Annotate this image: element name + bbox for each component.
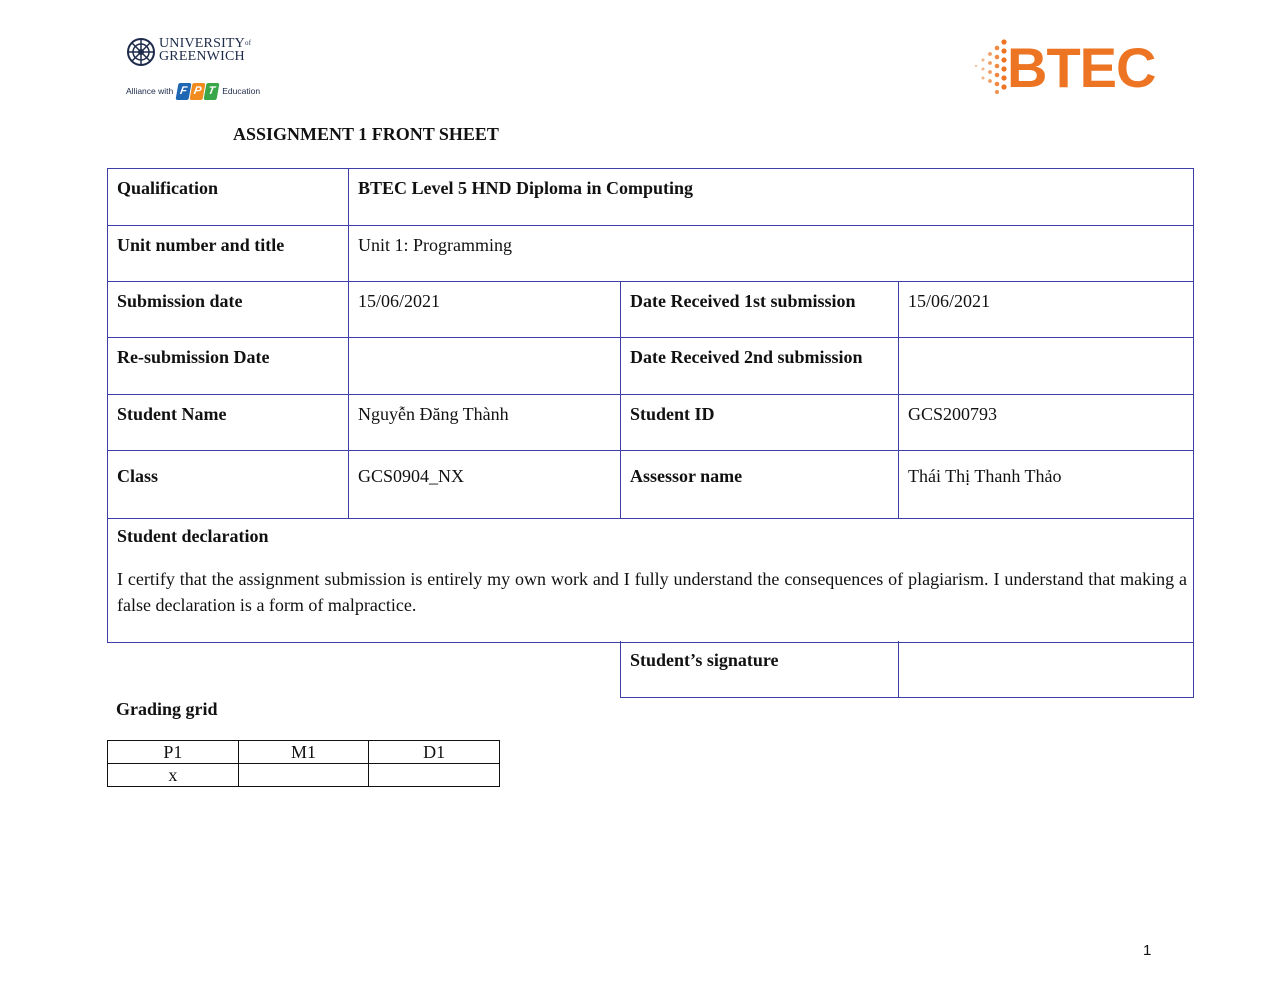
grade-mark-m1 <box>238 764 369 787</box>
grading-mark-row <box>108 764 500 787</box>
grade-header-p1: P1 <box>108 741 239 764</box>
university-line1: UNIVERSITY <box>159 36 245 51</box>
student-id-value: GCS200793 <box>899 395 1194 451</box>
fpt-letter-f: F <box>176 83 192 100</box>
declaration-title: Student declaration <box>117 526 269 546</box>
qualification-label: Qualification <box>108 169 349 226</box>
grade-mark-d1 <box>369 764 500 787</box>
page-number: 1 <box>1143 942 1152 959</box>
resubmission-label: Re-submission Date <box>108 338 349 395</box>
signature-value <box>899 641 1194 697</box>
submission-date-label: Submission date <box>108 282 349 338</box>
student-id-label: Student ID <box>621 395 899 451</box>
received-second-label: Date Received 2nd submission <box>621 338 899 395</box>
row-student <box>108 395 1194 451</box>
resubmission-value <box>349 338 621 395</box>
grade-header-d1: D1 <box>369 741 500 764</box>
row-class <box>108 451 1194 519</box>
university-crest-icon <box>126 37 156 67</box>
declaration-cell <box>108 519 1194 643</box>
btec-dots-icon <box>970 38 1010 96</box>
btec-wordmark: BTEC <box>1007 36 1156 99</box>
class-label: Class <box>108 451 349 519</box>
university-line2: GREENWICH <box>159 49 245 64</box>
student-name-value: Nguyễn Đăng Thành <box>349 395 621 451</box>
row-signature <box>621 641 1194 697</box>
row-unit <box>108 226 1194 282</box>
received-first-label: Date Received 1st submission <box>621 282 899 338</box>
assessor-label: Assessor name <box>621 451 899 519</box>
received-first-value: 15/06/2021 <box>899 282 1194 338</box>
alliance-prefix: Alliance with <box>126 86 174 96</box>
university-logo <box>124 34 264 100</box>
fpt-letter-p: P <box>190 83 206 100</box>
class-value: GCS0904_NX <box>349 451 621 519</box>
page-title: ASSIGNMENT 1 FRONT SHEET <box>233 124 499 144</box>
received-second-value <box>899 338 1194 395</box>
grade-mark-p1: x <box>108 764 239 787</box>
qualification-value: BTEC Level 5 HND Diploma in Computing <box>349 169 1194 226</box>
grade-header-m1: M1 <box>238 741 369 764</box>
alliance-suffix: Education <box>222 86 261 96</box>
student-name-label: Student Name <box>108 395 349 451</box>
grading-header-row <box>108 741 500 764</box>
declaration-text: I certify that the assignment submission is entirely my own work and I fully understand the consequences of plagiarism. I understand that making a false declaration is a form of malpractice. <box>117 569 1188 615</box>
row-declaration <box>108 519 1194 643</box>
unit-value: Unit 1: Programming <box>349 226 1194 282</box>
university-of: of <box>245 39 252 47</box>
assessor-value: Thái Thị Thanh Thảo <box>899 451 1194 519</box>
alliance-line <box>126 80 260 102</box>
university-name <box>159 37 251 63</box>
grading-grid-title: Grading grid <box>116 699 218 719</box>
signature-table <box>620 641 1194 698</box>
row-submission <box>108 282 1194 338</box>
fpt-letter-t: T <box>204 83 220 100</box>
btec-logo <box>970 36 1170 100</box>
front-sheet-table <box>107 168 1194 643</box>
submission-date-value: 15/06/2021 <box>349 282 621 338</box>
unit-label: Unit number and title <box>108 226 349 282</box>
fpt-logo <box>177 83 219 100</box>
row-qualification <box>108 169 1194 226</box>
row-resubmission <box>108 338 1194 395</box>
grading-grid <box>107 740 500 787</box>
signature-label: Student’s signature <box>621 641 899 697</box>
